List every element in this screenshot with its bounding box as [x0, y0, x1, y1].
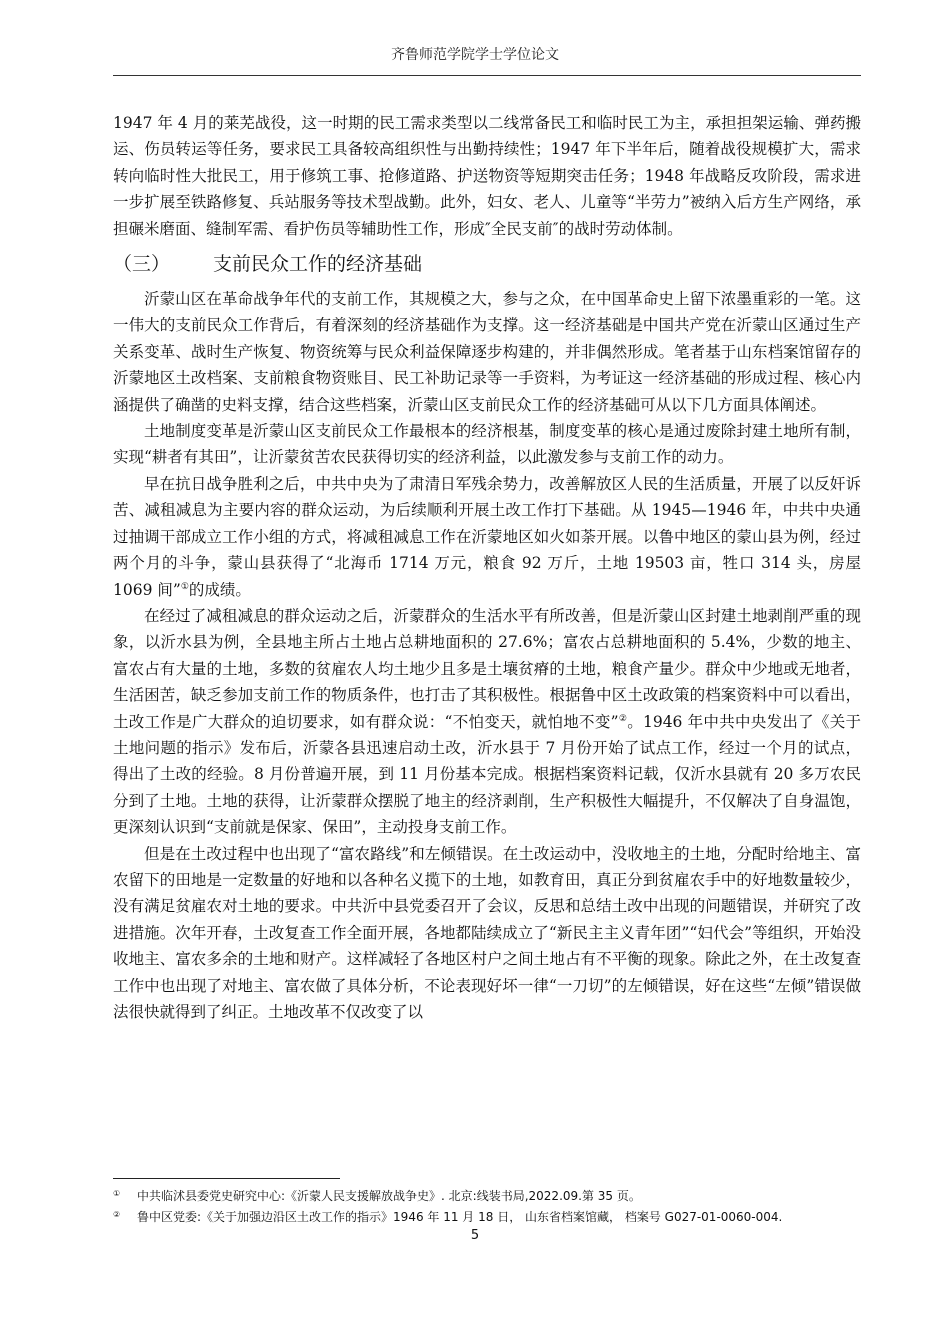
section-number: （三） — [113, 253, 171, 276]
paragraph: 沂蒙山区在革命战争年代的支前工作，其规模之大，参与之众，在中国革命史上留下浓墨重彩的一笔。这一伟大的支前民众工作背后，有着深刻的经济基础作为支撑。这一经济基础是中国共产党在沂蒙山区通过生产关系变革、战时生产恢复、物资统筹与民众利益保障逐步构建的，并非偶然形成。笔者基于山东档案馆留存的沂蒙地区土改档案、支前粮食物资账目、民工补助记录等一手资料，为考证这一经济基础的形成过程、核心内涵提供了确凿的史料支撑，结合这些档案，沂蒙山区支前民众工作的经济基础可从以下几方面具体阐述。 — [113, 290, 861, 414]
footnote-text: 鲁中区党委:《关于加强边沿区土改工作的指示》1946 年 11 月 18 日， 山东省档案馆藏， 档案号 G027-01-0060-004. — [137, 1210, 783, 1224]
footnotes — [113, 1186, 873, 1228]
paragraph-text: 在经过了减租减息的群众运动之后，沂蒙群众的生活水平有所改善，但是沂蒙山区封建土地剥削严重的现象，以沂水县为例，全县地主所占土地占总耕地面积的 27.6%；富农占总耕地面积的 5.4%，少数的地主、富农占有大量的土地，多数的贫雇农人均土地少且多是土壤贫瘠的土地，粮食产量少。群众中少地或无地者，生活困苦，缺乏参加支前工作的物质条件，也打击了其积极性。根据鲁中区土改政策的档案资料中可以看出，土改工作是广大群众的迫切要求，如有群众说：“不怕变天，就怕地不变” — [113, 606, 861, 731]
footnote-rule — [113, 1178, 340, 1179]
paragraph: 1947 年 4 月的莱芜战役，这一时期的民工需求类型以二线常备民工和临时民工为主，承担担架运输、弹药搬运、伤员转运等任务，要求民工具备较高组织性与出勤持续性；1947 年下半年后，随着战役规模扩大，需求转向临时性大批民工，用于修筑工事、抢修道路、护送物资等短期突击任务；1948 年战略反攻阶段，需求进一步扩展至铁路修复、兵站服务等技术型战勤。此外，妇女、老人、儿童等“半劳力”被纳入后方生产网络，承担碾米磨面、缝制军需、看护伤员等辅助性工作，形成″全民支前″的战时劳动体制。 — [113, 114, 861, 238]
paragraph: 但是在土改过程中也出现了“富农路线”和左倾错误。在土改运动中，没收地主的土地，分配时给地主、富农留下的田地是一定数量的好地和以各种名义揽下的土地，如教育田，真正分到贫雇农手中的好地数量较少，没有满足贫雇农对土地的要求。中共沂中县党委召开了会议，反思和总结土改中出现的问题错误，并研究了改进措施。次年开春，土改复查工作全面开展，各地都陆续成立了“新民主主义青年团”“妇代会”等组织，开始没收地主、富农多余的土地和财产。这样减轻了各地区村户之间土地占有不平衡的现象。除此之外，在土改复查工作中也出现了对地主、富农做了具体分析，不论表现好坏一律“一刀切”的左倾错误，好在这些“左倾”错误做法很快就得到了纠正。土地改革不仅改变了以 — [113, 844, 861, 1021]
header-rule — [113, 75, 861, 76]
footnote-text: 中共临沭县委党史研究中心:《沂蒙人民支援解放战争史》. 北京:线装书局,2022.09.第 35 页。 — [137, 1189, 641, 1203]
footnote-2 — [113, 1207, 873, 1228]
page-number: 5 — [470, 1228, 480, 1243]
footnote-ref[interactable]: ① — [180, 581, 189, 592]
section-title: 支前民众工作的经济基础 — [213, 253, 423, 276]
body-text — [113, 110, 861, 1025]
section-heading — [113, 248, 861, 280]
footnote-1 — [113, 1186, 873, 1207]
paragraph — [113, 603, 861, 841]
footnote-mark: ① — [113, 1189, 121, 1198]
footnote-mark: ② — [113, 1210, 121, 1219]
footnote-ref[interactable]: ② — [618, 713, 628, 724]
running-header: 齐鲁师范学院学士学位论文 — [391, 47, 559, 63]
paragraph-text: 早在抗日战争胜利之后，中共中央为了肃清日军残余势力，改善解放区人民的生活质量，开展了以反奸诉苦、减租减息为主要内容的群众运动，为后续顺利开展土改工作打下基础。从 1945—1946 年，中共中央通过抽调干部成立工作小组的方式，将减租减息工作在沂蒙地区如火如荼开展。以鲁中地区的蒙山县为例，经过两个月的斗争，蒙山县获得了“北海币 1714 万元，粮食 92 万斤，土地 19503 亩，牲口 314 头，房屋 1069 间” — [113, 474, 861, 599]
paragraph — [113, 471, 861, 603]
paragraph: 土地制度变革是沂蒙山区支前民众工作最根本的经济根基，制度变革的核心是通过废除封建土地所有制，实现“耕者有其田”，让沂蒙贫苦农民获得切实的经济利益，以此激发参与支前工作的动力。 — [113, 422, 861, 467]
paragraph-text: 的成绩。 — [188, 580, 251, 599]
paragraph-text: 。1946 年中共中央发出了《关于土地问题的指示》发布后，沂蒙各县迅速启动土改，沂水县于 7 月份开始了试点工作，经过一个月的试点，得出了土改的经验。8 月份普遍开展，到 11 月份基本完成。根据档案资料记载，仅沂水县就有 20 多万农民分到了土地。土地的获得，让沂蒙群众摆脱了地主的经济剥削，生产积极性大幅提升，不仅解决了自身温饱，更深刻认识到“支前就是保家、保田”，主动投身支前工作。 — [113, 712, 862, 837]
